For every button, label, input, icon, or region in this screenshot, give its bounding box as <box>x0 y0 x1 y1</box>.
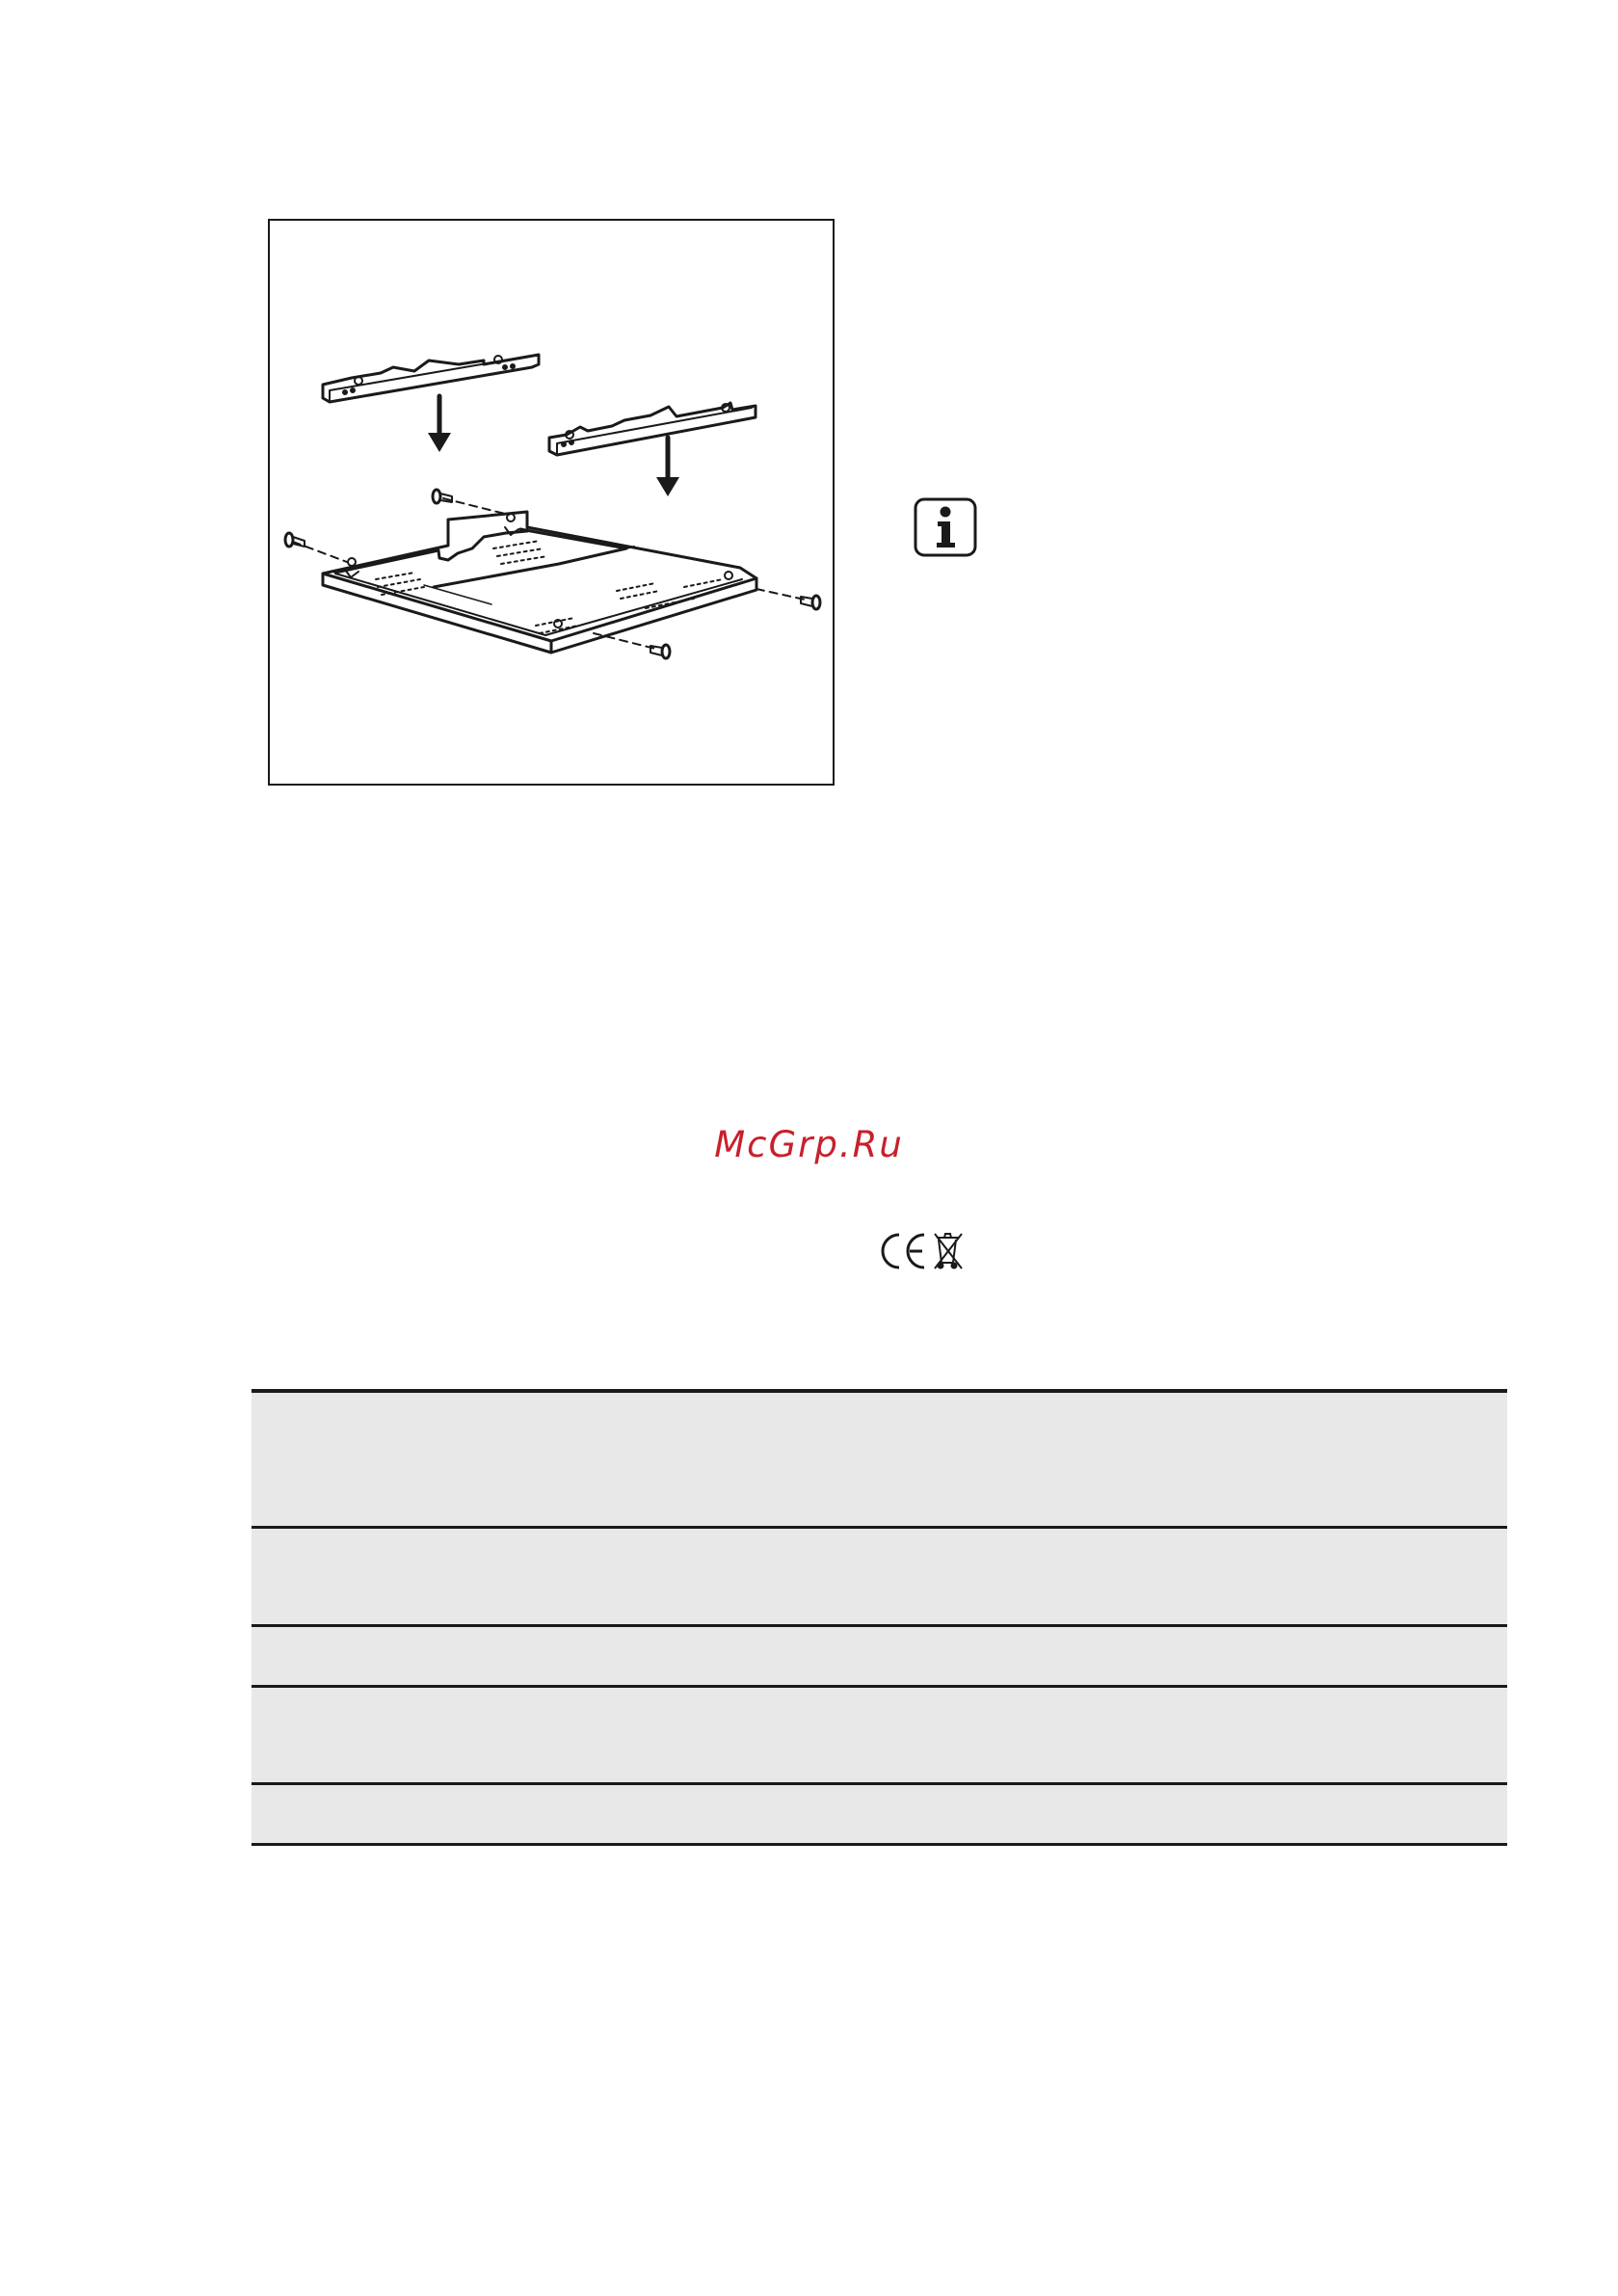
table-row <box>252 1529 1507 1627</box>
down-arrow-icon <box>428 396 451 452</box>
certification-marks <box>877 1230 969 1276</box>
screw-icon <box>433 490 509 515</box>
ce-mark-icon <box>883 1235 924 1268</box>
watermark: McGrp.Ru <box>714 1124 904 1165</box>
screw-icon <box>756 589 820 609</box>
weee-crossed-bin-icon <box>935 1234 962 1268</box>
table-row <box>252 1785 1507 1846</box>
table-row <box>252 1688 1507 1785</box>
table-row <box>252 1627 1507 1688</box>
info-icon <box>914 497 977 561</box>
base-tray <box>323 512 756 653</box>
table-row <box>252 1393 1507 1529</box>
installation-diagram <box>268 219 835 786</box>
screw-icon <box>285 533 347 562</box>
mounting-bracket-left <box>323 355 539 402</box>
installation-drawing <box>270 221 833 784</box>
spec-table <box>252 1389 1507 1846</box>
mounting-bracket-right <box>549 403 756 455</box>
down-arrow-icon <box>656 438 679 496</box>
